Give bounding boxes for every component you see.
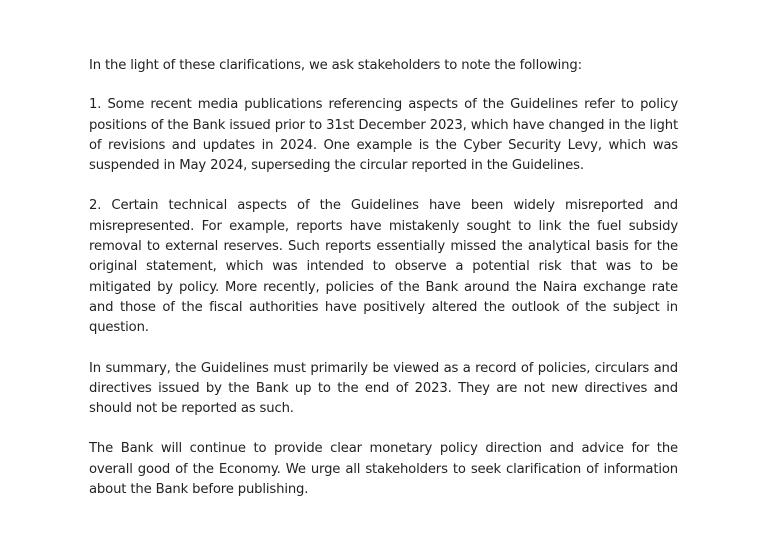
paragraph-media-publications: 1. Some recent media publications referencing aspects of the Guidelines refer to policy positions of the Bank issued prior to 31st December 2023, which have changed in the light of revisions and updates in 2024. One example is the Cyber Security Levy, which was suspended in May 2024, superseding the circular reported in the Guidelines. <box>89 97 678 174</box>
paragraph-summary: In summary, the Guidelines must primarily be viewed as a record of policies, circulars and directives issued by the Bank up to the end of 2023. They are not new directives and should not be reported as such. <box>89 360 678 417</box>
paragraph-closing: The Bank will continue to provide clear monetary policy direction and advice for the overall good of the Economy. We urge all stakeholders to seek clarification of information about the Bank before publishing. <box>89 441 678 498</box>
paragraph-technical-aspects: 2. Certain technical aspects of the Guidelines have been widely misreported and misrepresented. For example, reports have mistakenly sought to link the fuel subsidy removal to external reserves. Such reports essentially missed the analytical basis for the original statement, which was intended to observe a potential risk that was to be mitigated by policy. More recently, policies of the Bank around the Naira exchange rate and those of the fiscal authorities have positively altered the outlook of the subject in question. <box>89 198 678 336</box>
intro-paragraph: In the light of these clarifications, we ask stakeholders to note the following: <box>89 58 582 73</box>
document-body <box>89 56 678 520</box>
